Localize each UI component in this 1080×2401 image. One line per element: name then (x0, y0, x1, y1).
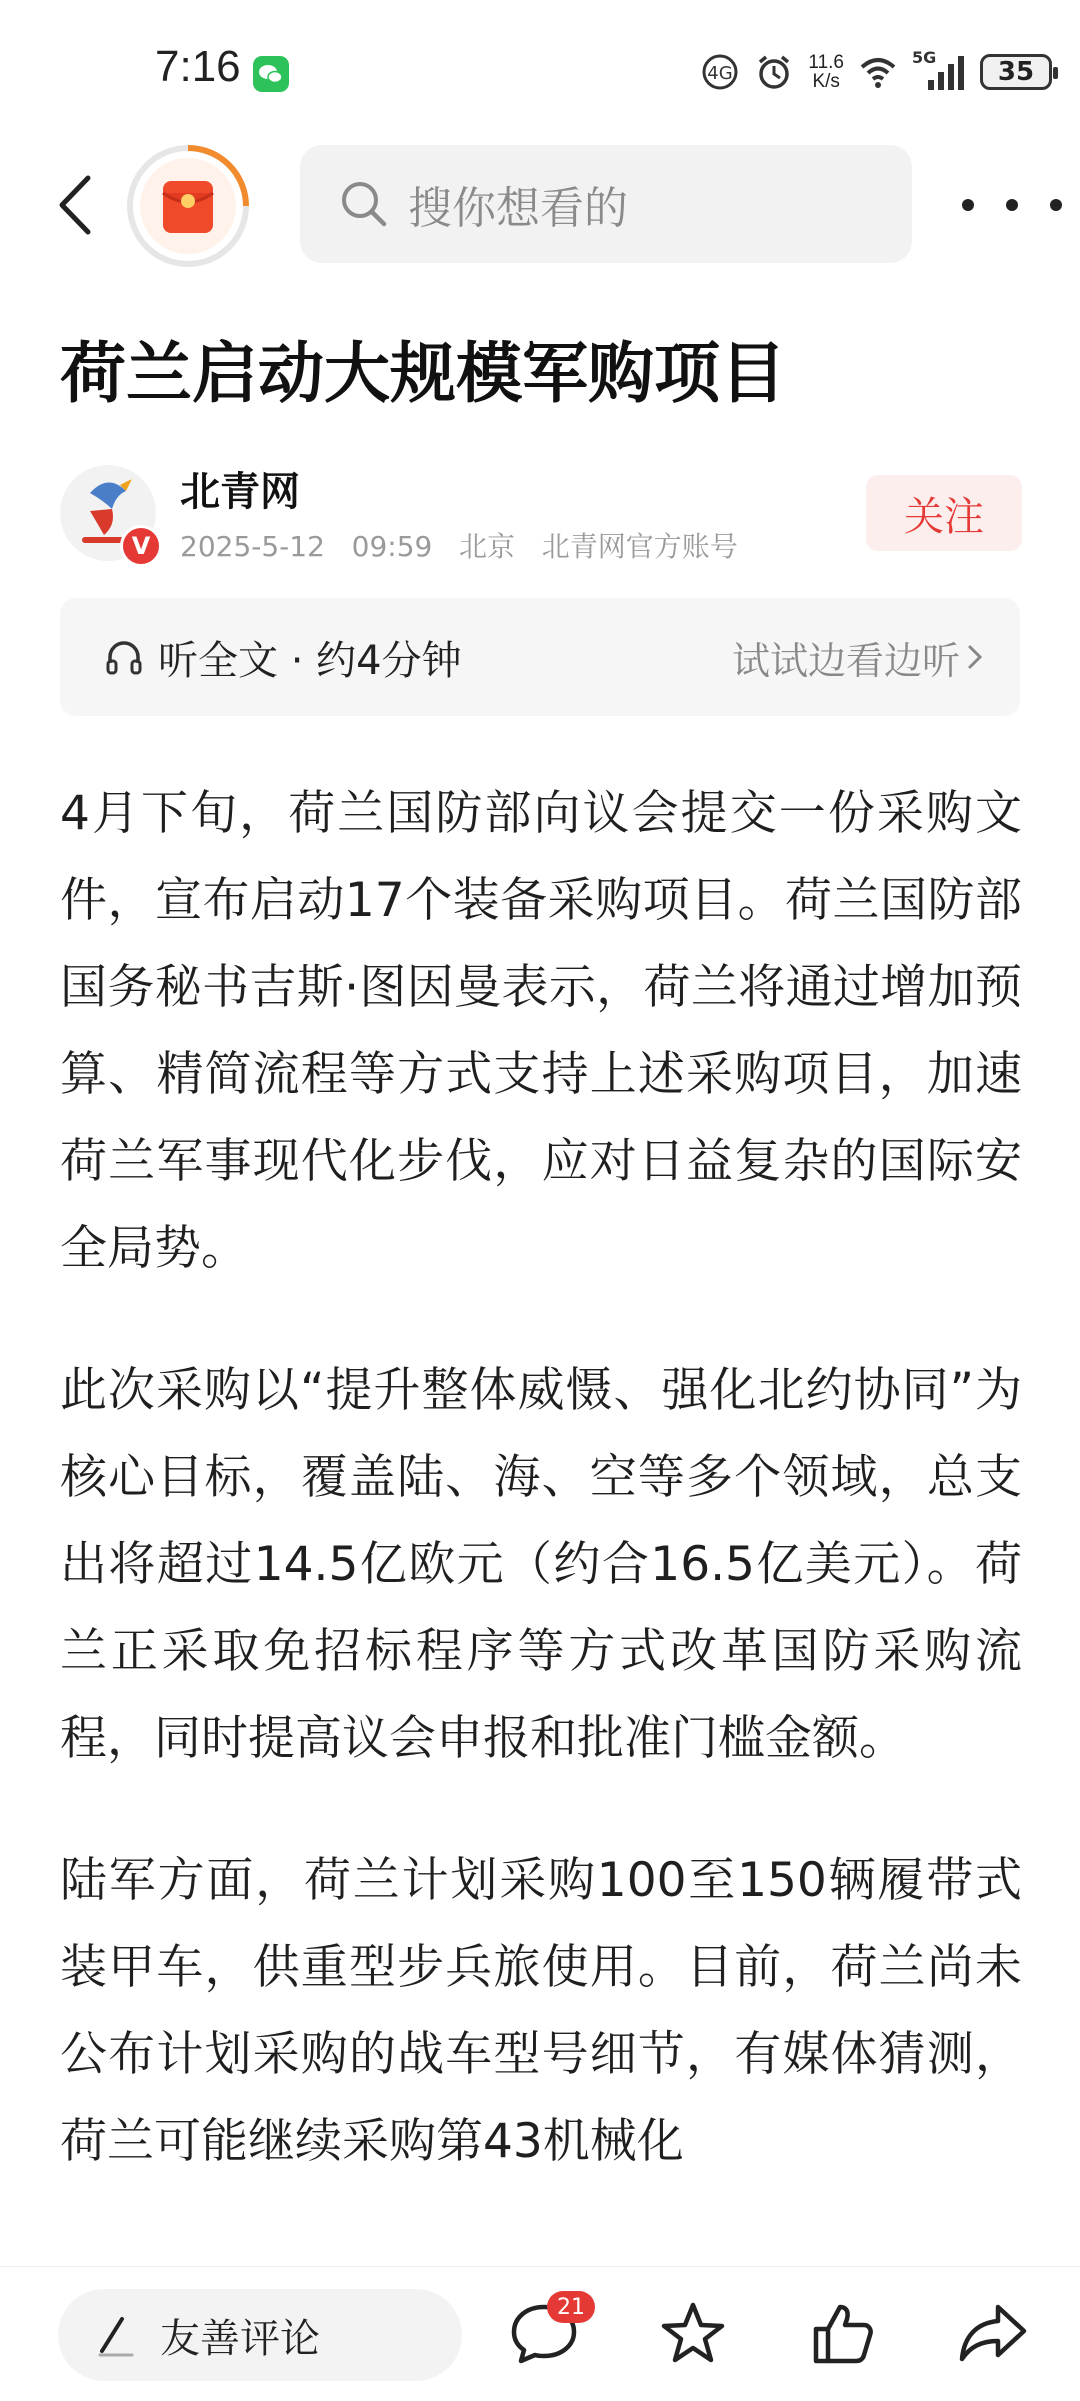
volte-icon (700, 52, 740, 92)
net-speed (808, 53, 844, 91)
wechat-notification-icon (253, 56, 289, 92)
listen-bar (60, 598, 1020, 716)
net-speed-unit: K/s (812, 71, 840, 92)
wifi-icon (858, 52, 898, 92)
listen-while-reading-button[interactable] (732, 598, 990, 716)
status-bar (0, 0, 1080, 140)
article-title: 荷兰启动大规模军购项目 (60, 335, 786, 412)
article-paragraph: 此次采购以“提升整体威慑、强化北约协同”为核心目标，覆盖陆、海、空等多个领域，总支出将超过14.5亿欧元（约合16.5亿美元）。荷兰正采取免招标程序等方式改革国防采购流程，同时提高议会申报和批准门槛金额。 (60, 1363, 1022, 1766)
more-options-button[interactable] (962, 180, 1062, 230)
battery-level: 35 (997, 57, 1035, 87)
chevron-right-icon (960, 637, 990, 677)
article-body (60, 770, 1022, 2240)
svg-text:4G: 4G (707, 63, 734, 84)
article-paragraph: 陆军方面，荷兰计划采购100至150辆履带式装甲车，供重型步兵旅使用。目前，荷兰尚未公布计划采购的战车型号细节，有媒体猜测，荷兰可能继续采购第43机械化 (60, 1853, 1022, 2169)
article-date: 2025-5-12 (180, 530, 325, 563)
battery-icon (980, 54, 1052, 90)
listen-label: 听全文 · 约4分钟 (158, 637, 462, 684)
verified-badge: V (120, 525, 162, 567)
bottom-action-bar (0, 2266, 1080, 2401)
search-placeholder: 搜你想看的 (408, 183, 628, 234)
search-icon (338, 178, 390, 230)
chevron-left-icon (48, 170, 108, 240)
cellular-signal-icon (912, 48, 966, 92)
back-button[interactable] (48, 170, 108, 240)
article-paragraph: 4月下旬，荷兰国防部向议会提交一份采购文件，宣布启动17个装备采购项目。荷兰国防部国务秘书吉斯·图因曼表示，荷兰将通过增加预算、精简流程等方式支持上述采购项目，加速荷兰军事现代化步伐，应对日益复杂的国际安全局势。 (60, 786, 1022, 1276)
more-dot-icon (1050, 199, 1062, 211)
author-name[interactable]: 北青网 (180, 469, 300, 515)
network-type: 5G (912, 48, 937, 67)
alarm-icon (754, 52, 794, 92)
account-type: 北青网官方账号 (541, 530, 738, 563)
article-meta (180, 525, 738, 565)
comment-placeholder: 友善评论 (160, 2315, 320, 2362)
net-speed-value: 11.6 (808, 52, 844, 73)
search-bar[interactable] (300, 145, 912, 263)
listen-alt-label: 试试边看边听 (731, 638, 960, 683)
red-packet-button[interactable] (125, 143, 251, 269)
listen-full-button[interactable] (102, 598, 462, 716)
comment-input[interactable] (58, 2289, 462, 2381)
article-time: 09:59 (351, 530, 433, 563)
status-icons (700, 44, 1052, 100)
headphones-icon (102, 635, 146, 679)
like-icon[interactable] (806, 2297, 880, 2371)
comment-count-badge: 21 (547, 2291, 595, 2323)
more-dot-icon (962, 199, 974, 211)
star-icon[interactable] (656, 2297, 730, 2371)
more-dot-icon (1006, 199, 1018, 211)
red-packet-icon (125, 143, 251, 269)
share-icon[interactable] (956, 2297, 1030, 2371)
follow-button[interactable]: 关注 (866, 475, 1022, 551)
status-time: 7:16 (155, 42, 241, 91)
pen-icon (94, 2311, 138, 2359)
article-location: 北京 (459, 530, 516, 563)
